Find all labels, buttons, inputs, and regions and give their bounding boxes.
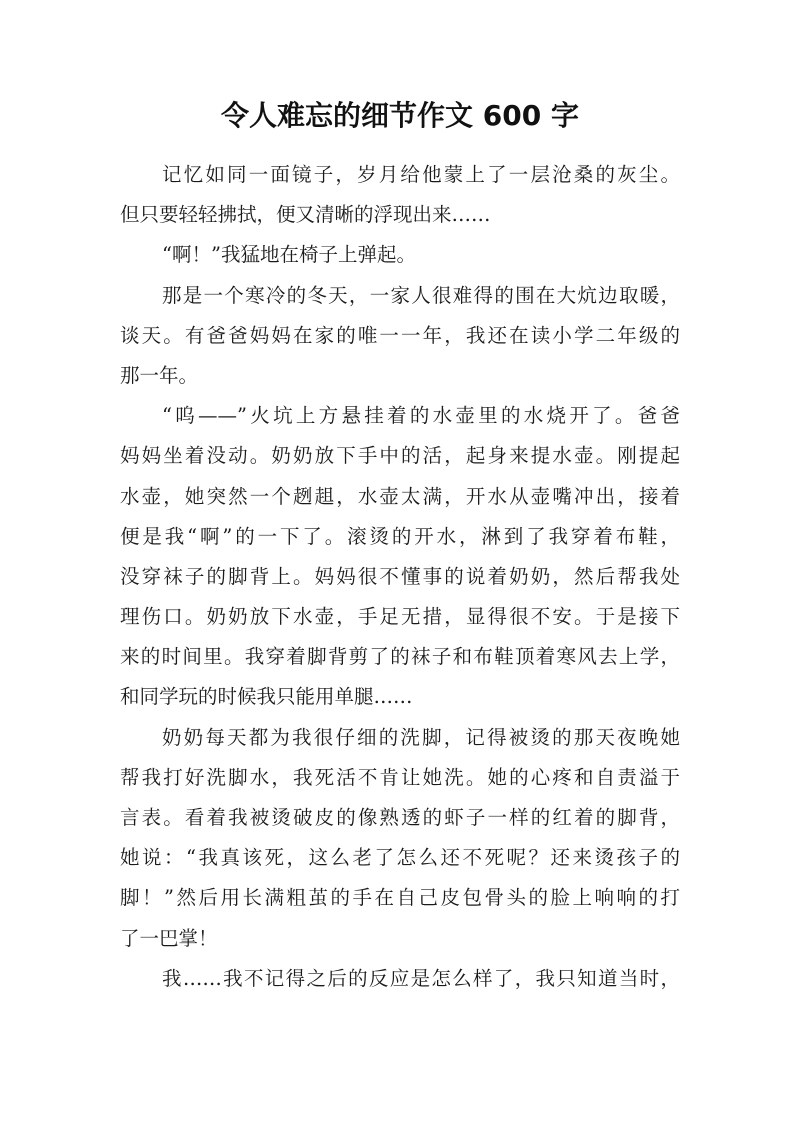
text-line: 和同学玩的时候我只能用单腿…… <box>120 685 413 709</box>
text-line: 那一年。 <box>120 363 199 387</box>
text-line: 那是一个寒冷的冬天，一家人很难得的围在大炕边取暖， <box>162 283 680 307</box>
text-line: 奶奶每天都为我很仔细的洗脚，记得被烫的那天夜晚她 <box>162 725 680 749</box>
text-line: 妈妈坐着没动。奶奶放下手中的活，起身来提水壶。刚提起 <box>120 444 680 468</box>
text-line: 但只要轻轻拂拭，便又清晰的浮现出来…… <box>120 203 491 227</box>
text-line: 便是我“啊”的一下了。滚烫的开水，淋到了我穿着布鞋， <box>120 524 680 548</box>
text-line: “啊！”我猛地在椅子上弹起。 <box>162 243 416 267</box>
document-title: 令人难忘的细节作文 600 字 <box>221 99 579 132</box>
text-line: 水壶，她突然一个趔趄，水壶太满，开水从壶嘴冲出，接着 <box>120 484 680 508</box>
text-line: 来的时间里。我穿着脚背剪了的袜子和布鞋顶着寒风去上学， <box>120 645 680 669</box>
text-line: 记忆如同一面镜子，岁月给他蒙上了一层沧桑的灰尘。 <box>162 163 680 186</box>
text-line: 言表。看着我被烫破皮的像熟透的虾子一样的红着的脚背， <box>120 806 680 829</box>
text-line: 没穿袜子的脚背上。妈妈很不懂事的说着奶奶，然后帮我处 <box>120 564 680 588</box>
text-line: 脚！”然后用长满粗茧的手在自己皮包骨头的脸上响响的打 <box>120 886 680 910</box>
text-line: 谈天。有爸爸妈妈在家的唯一一年，我还在读小学二年级的 <box>120 323 680 347</box>
document-body <box>120 155 680 999</box>
text-line: 我……我不记得之后的反应是怎么样了，我只知道当时， <box>162 966 680 990</box>
text-line: 她说：“我真该死，这么老了怎么还不死呢？还来烫孩子的 <box>120 846 680 870</box>
text-line: 帮我打好洗脚水，我死活不肯让她洗。她的心疼和自责溢于 <box>120 765 680 789</box>
text-line: 了一巴掌！ <box>120 926 218 950</box>
text-line: “呜——”火坑上方悬挂着的水壶里的水烧开了。爸爸 <box>162 404 680 428</box>
text-line: 理伤口。奶奶放下水壶，手足无措，显得很不安。于是接下 <box>120 605 680 629</box>
